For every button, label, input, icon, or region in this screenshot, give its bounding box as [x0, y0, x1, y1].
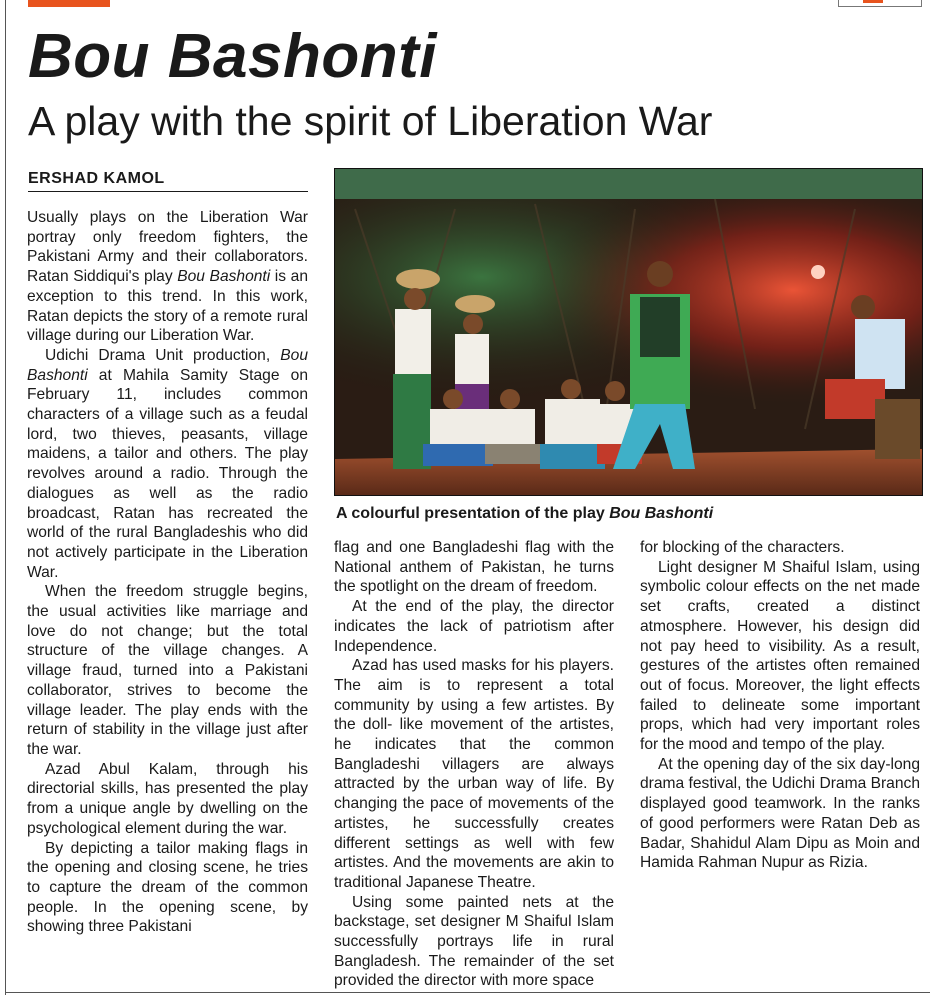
photo-caption: A colourful presentation of the play Bou Bashonti	[336, 505, 714, 522]
paragraph: for blocking of the characters.	[640, 539, 845, 556]
section-color-tag	[28, 0, 110, 7]
performer-head	[605, 381, 625, 401]
seated-performer-legs	[540, 444, 605, 469]
paragraph: Azad Abul Kalam, through his directorial skills, has presented the play from a unique angle by dwelling on the psychological element during the war.	[27, 760, 308, 837]
performer-head	[561, 379, 581, 399]
seated-performer-legs	[485, 444, 540, 464]
paragraph: Light designer M Shaiful Islam, using symbolic colour effects on the net made set crafts, created a distinct atmosphere. However, his design did not pay heed to visibility. As a result, gestures of the artistes often remained out of focus. Moreover, the light effects failed to delineate some important props, which had very important roles for the mood and tempo of the play.	[640, 558, 920, 754]
paragraph: Azad has used masks for his players. The aim is to represent a total community by using a few artistes. By the doll- like movement of the artistes, he indicates that the common Bangladeshi villagers are always attracted by the urban way of life. By changing the pace of movements of the artistes, he successfully creates different settings as well with few artistes. And the movements are akin to traditional Japanese Theatre.	[334, 657, 614, 891]
performer-head	[647, 261, 673, 287]
paragraph: Udichi Drama Unit production, Bou Bashonti at Mahila Samity Stage on February 11, includes common characters of a village such as a feudal lord, two thieves, peasants, village maidens, a tailor and others. The play revolves around a radio. Through the dialogues as well as the radio broadcast, Ratan has recreated the world of the rural Bangladeshis who did not actively participate in the Liberation War.	[27, 346, 308, 581]
seated-performer	[855, 319, 905, 389]
spotlight	[811, 265, 825, 279]
paragraph: Using some painted nets at the backstage, set designer M Shaiful Islam successfully portrays life in rural Bangladesh. The remainder of the set provided the director with more space	[334, 893, 614, 990]
seated-performer	[430, 409, 490, 449]
wooden-crate	[875, 399, 920, 459]
seated-performer	[545, 399, 600, 449]
headline: Bou Bashonti	[28, 22, 437, 91]
stage-photo-illustration	[335, 169, 922, 495]
article-column-2	[334, 538, 614, 990]
performer-head	[404, 288, 426, 310]
paragraph: flag and one Bangladeshi flag with the National anthem of Pakistan, he turns the spotlight on the dream of freedom.	[334, 539, 614, 596]
paragraph: At the end of the play, the director indicates the lack of patriotism after Independence.	[334, 598, 614, 655]
article-column-1	[27, 208, 308, 983]
corner-mark	[863, 0, 883, 3]
top-banner	[335, 169, 922, 199]
stage-photo	[334, 168, 923, 496]
byline: ERSHAD KAMOL	[28, 170, 308, 192]
seated-performer	[485, 409, 535, 449]
paragraph: When the freedom struggle begins, the usual activities like marriage and love do not change; but the total structure of the village changes. A village fraud, turned into a Pakistani collaborator, strives to become the village leader. The play ends with the return of stability in the village just after the war.	[27, 583, 308, 758]
basket	[455, 295, 495, 313]
performer-head	[851, 295, 875, 319]
seated-performer-legs	[423, 444, 493, 466]
performer-head	[500, 389, 520, 409]
bottom-border-rule	[5, 992, 930, 993]
performer-vest	[640, 297, 680, 357]
performer	[395, 309, 431, 379]
performer-head	[443, 389, 463, 409]
performer	[455, 334, 489, 389]
paragraph: At the opening day of the six day-long drama festival, the Udichi Drama Branch displayed good teamwork. In the ranks of good performers were Ratan Deb as Badar, Shahidul Alam Dipu as Moin and Hamida Rahman Nupur as Rizia.	[640, 755, 920, 872]
paragraph: By depicting a tailor making flags in the opening and closing scene, he tries to capture the dream of the common people. In the opening scene, by showing three Pakistani	[27, 839, 308, 936]
performer-head	[463, 314, 483, 334]
subheadline: A play with the spirit of Liberation War	[28, 98, 713, 144]
left-border-rule	[5, 0, 6, 995]
basket	[396, 269, 440, 289]
paragraph: Usually plays on the Liberation War portray only freedom fighters, the Pakistani Army and their collaborators. Ratan Siddiqui's play Bou Bashonti is an exception to this trend. In this work, Ratan depicts the story of a remote rural village during our Liberation War.	[27, 209, 308, 345]
article-column-3	[640, 538, 920, 978]
